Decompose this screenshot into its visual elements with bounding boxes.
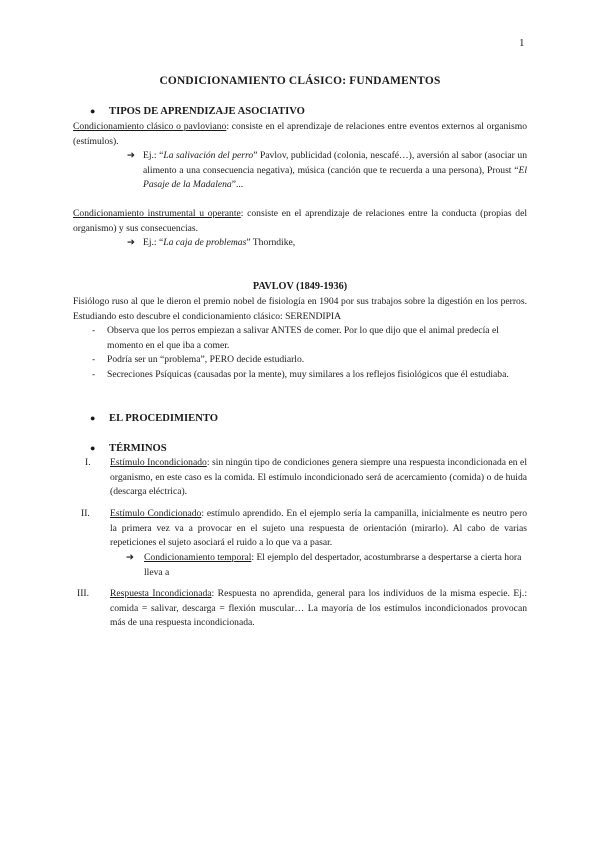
definition-clasico: : consiste en el aprendizaje de relaciones entre eventos externos al organismo (estímulos). bbox=[73, 121, 527, 147]
term-instrumental: Condicionamiento instrumental u operante bbox=[73, 208, 241, 219]
term-estimulo-condicionado: Estímulo Condicionado bbox=[110, 508, 202, 519]
document-title: CONDICIONAMIENTO CLÁSICO: FUNDAMENTOS bbox=[159, 75, 441, 87]
example-middle: ” Pavlov, publicidad (colonia, nescafé…), aversión al sabor (asociar un alimento a una consecuencia negativa), música (canción que te recuerda a una persona), Proust “ bbox=[143, 150, 527, 176]
pavlov-item-3 bbox=[92, 368, 527, 383]
definition: : sin ningún tipo de condiciones genera siempre una respuesta incondicionada en el organismo, en este caso es la comida. El estímulo incondicionado será de acercamiento (comida) o de huida (descarga eléctrica). bbox=[110, 457, 527, 498]
example-suffix: ” Thorndike, bbox=[246, 237, 296, 248]
arrow-icon: ➔ bbox=[127, 150, 136, 161]
heading-procedimiento-text: EL PROCEDIMIENTO bbox=[109, 413, 218, 424]
term-clasico: Condicionamiento clásico o pavloviano bbox=[73, 121, 227, 132]
pavlov-item-text: Podría ser un “problema”, PERO decide estudiarlo. bbox=[107, 354, 305, 365]
example-italic: La salivación del perro bbox=[163, 150, 254, 161]
term-condicionamiento-temporal: Condicionamiento temporal bbox=[144, 552, 252, 563]
heading-tipos bbox=[90, 104, 305, 120]
term-respuesta-incondicionada: Respuesta Incondicionada bbox=[110, 588, 212, 599]
heading-procedimiento bbox=[90, 411, 218, 427]
bullet-icon: ● bbox=[90, 443, 96, 453]
example-clasico bbox=[127, 149, 527, 193]
dash-marker: - bbox=[92, 369, 96, 380]
dash-marker: - bbox=[92, 325, 96, 336]
paragraph-pavlov-intro: Fisiólogo ruso al que le dieron el premio nobel de fisiología en 1904 por sus trabajos sobre la digestión en los perros. Estudiando esto descubre el condicionamiento clásico: SERENDIPIA bbox=[73, 296, 527, 322]
heading-tipos-text: TIPOS DE APRENDIZAJE ASOCIATIVO bbox=[109, 106, 305, 117]
termino-3 bbox=[73, 587, 527, 631]
termino-2-text bbox=[110, 507, 527, 551]
pavlov-item-text: Secreciones Psíquicas (causadas por la mente), muy similares a los reflejos fisiológicos que él estudiaba. bbox=[107, 369, 509, 380]
roman-numeral: II. bbox=[81, 508, 90, 519]
example-instrumental-text bbox=[143, 236, 527, 251]
arrow-icon: ➔ bbox=[126, 552, 135, 563]
sub-item-condicionamiento-temporal bbox=[126, 551, 527, 580]
definition-instrumental: : consiste en el aprendizaje de relaciones entre la conducta (propias del organismo) y sus consecuencias. bbox=[73, 208, 527, 234]
termino-2 bbox=[73, 507, 527, 551]
sub-item-text bbox=[144, 551, 527, 580]
pavlov-item-2 bbox=[92, 353, 527, 368]
heading-terminos bbox=[90, 441, 167, 457]
example-prefix: Ej.: “ bbox=[143, 237, 164, 248]
pavlov-item-1 bbox=[92, 324, 527, 353]
heading-pavlov: PAVLOV (1849-1936) bbox=[252, 281, 348, 292]
definition: : estímulo aprendido. En el ejemplo sería la campanilla, inicialmente es neutro pero la primera vez va a provocar en el sujeto una respuesta de orientación (mirarlo). Al cabo de varias repeticiones el sujeto asociará el ruido a lo que va a pasar. bbox=[110, 508, 527, 549]
bullet-icon: ● bbox=[90, 413, 96, 423]
example-prefix: Ej.: “ bbox=[143, 150, 164, 161]
dash-marker: - bbox=[92, 354, 96, 365]
termino-1 bbox=[73, 456, 527, 500]
definition: : El ejemplo del despertador, acostumbrarse a despertarse a cierta hora lleva a bbox=[144, 552, 522, 578]
paragraph-instrumental bbox=[73, 207, 527, 236]
termino-1-text bbox=[110, 456, 527, 500]
termino-3-text bbox=[110, 587, 527, 631]
pavlov-item-text: Observa que los perros empiezan a salivar ANTES de comer. Por lo que dijo que el animal predecía el momento en el que iba a comer. bbox=[107, 325, 499, 351]
heading-terminos-text: TÉRMINOS bbox=[109, 443, 167, 454]
example-instrumental bbox=[127, 236, 527, 251]
example-italic-2: El Pasaje de la Madalena bbox=[143, 164, 527, 191]
term-estimulo-incondicionado: Estímulo Incondicionado bbox=[110, 457, 207, 468]
definition: : Respuesta no aprendida, general para los individuos de la misma especie. Ej.: comida = salivar, descarga = flexión muscular… La mayoría de los estímulos incondicionados provocan más de una respuesta incondicionada. bbox=[110, 588, 527, 629]
roman-numeral: III. bbox=[77, 588, 89, 599]
roman-numeral: I. bbox=[85, 457, 91, 468]
arrow-icon: ➔ bbox=[127, 237, 136, 248]
bullet-icon: ● bbox=[90, 106, 96, 116]
example-italic: La caja de problemas bbox=[163, 237, 247, 248]
paragraph-clasico bbox=[73, 120, 527, 149]
example-clasico-text bbox=[143, 149, 527, 193]
example-suffix: ”... bbox=[231, 179, 244, 191]
page-number: 1 bbox=[519, 37, 525, 49]
